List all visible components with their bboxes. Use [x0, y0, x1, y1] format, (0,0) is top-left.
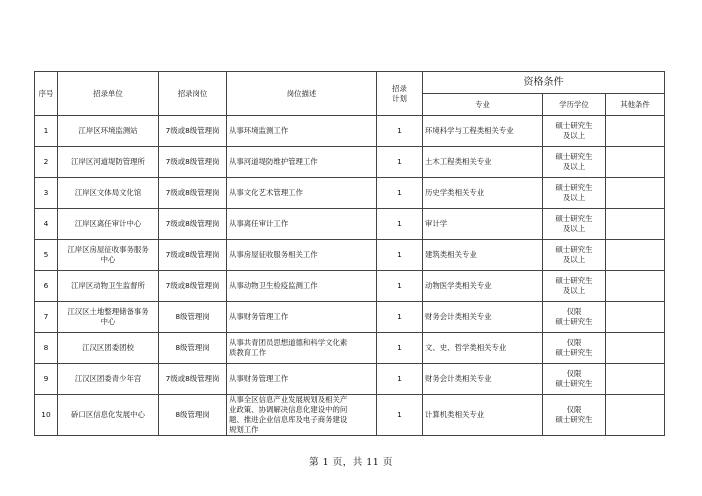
row-post: 7级或8级管理岗	[159, 147, 227, 178]
row-degree: 硕士研究生 及以上	[543, 240, 606, 271]
row-desc: 从事动物卫生检疫监测工作	[227, 271, 377, 302]
row-unit: 硚口区信息化发展中心	[58, 395, 159, 436]
table-row	[35, 240, 665, 271]
row-post: 7级或8级管理岗	[159, 364, 227, 395]
row-major: 历史学类相关专业	[423, 178, 543, 209]
row-unit: 江汉区团委团校	[58, 333, 159, 364]
row-plan: 1	[377, 333, 423, 364]
row-desc: 从事财务管理工作	[227, 364, 377, 395]
row-unit: 江汉区土地整理储备事务 中心	[58, 302, 159, 333]
table-row	[35, 271, 665, 302]
row-seq: 6	[35, 271, 58, 302]
row-post: 7级或8级管理岗	[159, 178, 227, 209]
table-row	[35, 147, 665, 178]
table-row	[35, 302, 665, 333]
table-row	[35, 178, 665, 209]
row-other	[606, 333, 665, 364]
row-major: 土木工程类相关专业	[423, 147, 543, 178]
row-major: 审计学	[423, 209, 543, 240]
row-degree: 仅限 硕士研究生	[543, 302, 606, 333]
row-seq: 8	[35, 333, 58, 364]
row-post: 7级或8级管理岗	[159, 116, 227, 147]
row-degree: 仅限 硕士研究生	[543, 333, 606, 364]
row-degree: 仅限 硕士研究生	[543, 395, 606, 436]
row-other	[606, 209, 665, 240]
header-plan: 招录 计划	[377, 72, 423, 116]
header-post: 招录岗位	[159, 72, 227, 116]
row-desc: 从事离任审计工作	[227, 209, 377, 240]
table-row	[35, 395, 665, 436]
row-major: 计算机类相关专业	[423, 395, 543, 436]
row-unit: 江岸区环境监测站	[58, 116, 159, 147]
row-other	[606, 178, 665, 209]
header-degree: 学历学位	[543, 94, 606, 116]
row-major: 财务会计类相关专业	[423, 364, 543, 395]
row-major: 建筑类相关专业	[423, 240, 543, 271]
row-degree: 硕士研究生 及以上	[543, 271, 606, 302]
row-post: 7级或8级管理岗	[159, 240, 227, 271]
row-plan: 1	[377, 302, 423, 333]
row-plan: 1	[377, 271, 423, 302]
row-unit: 江岸区动物卫生监督所	[58, 271, 159, 302]
row-seq: 2	[35, 147, 58, 178]
row-seq: 10	[35, 395, 58, 436]
row-desc: 从事财务管理工作	[227, 302, 377, 333]
row-unit: 江岸区离任审计中心	[58, 209, 159, 240]
row-major: 文、史、哲学类相关专业	[423, 333, 543, 364]
row-post: 8级管理岗	[159, 333, 227, 364]
header-other: 其他条件	[606, 94, 665, 116]
table-row	[35, 209, 665, 240]
row-major: 财务会计类相关专业	[423, 302, 543, 333]
table-row	[35, 116, 665, 147]
row-unit: 江岸区文体局文化馆	[58, 178, 159, 209]
row-degree: 硕士研究生 及以上	[543, 116, 606, 147]
header-seq: 序号	[35, 72, 58, 116]
row-seq: 7	[35, 302, 58, 333]
row-other	[606, 116, 665, 147]
row-plan: 1	[377, 395, 423, 436]
row-desc: 从事环境监测工作	[227, 116, 377, 147]
row-unit: 江岸区河道堤防管理所	[58, 147, 159, 178]
row-degree: 仅限 硕士研究生	[543, 364, 606, 395]
row-desc: 从事河道堤防维护管理工作	[227, 147, 377, 178]
header-qualifications: 资格条件	[423, 72, 665, 94]
table-row	[35, 364, 665, 395]
row-degree: 硕士研究生 及以上	[543, 178, 606, 209]
row-plan: 1	[377, 209, 423, 240]
header-unit: 招录单位	[58, 72, 159, 116]
table-row	[35, 333, 665, 364]
row-post: 7级或8级管理岗	[159, 271, 227, 302]
row-desc: 从事全区信息产业发展规划及相关产 业政策、协调解决信息化建设中的问 题、推进企业信息库及电子商务建设 规划工作	[227, 395, 377, 436]
row-major: 动物医学类相关专业	[423, 271, 543, 302]
row-post: 7级或8级管理岗	[159, 209, 227, 240]
row-plan: 1	[377, 364, 423, 395]
row-major: 环境科学与工程类相关专业	[423, 116, 543, 147]
row-desc: 从事房屋征收服务相关工作	[227, 240, 377, 271]
row-seq: 4	[35, 209, 58, 240]
recruitment-table	[34, 71, 665, 436]
row-post: 8级管理岗	[159, 302, 227, 333]
header-major: 专业	[423, 94, 543, 116]
page-footer: 第 1 页，共 11 页	[309, 457, 393, 468]
row-post: 8级管理岗	[159, 395, 227, 436]
row-seq: 1	[35, 116, 58, 147]
row-unit: 江汉区团委青少年宫	[58, 364, 159, 395]
row-degree: 硕士研究生 及以上	[543, 209, 606, 240]
row-seq: 3	[35, 178, 58, 209]
row-plan: 1	[377, 147, 423, 178]
row-seq: 9	[35, 364, 58, 395]
row-desc: 从事共青团员思想道德和科学文化素 质教育工作	[227, 333, 377, 364]
row-other	[606, 147, 665, 178]
row-unit: 江岸区房屋征收事务服务 中心	[58, 240, 159, 271]
row-other	[606, 240, 665, 271]
row-plan: 1	[377, 240, 423, 271]
header-desc: 岗位描述	[227, 72, 377, 116]
recruitment-table-wrapper	[34, 71, 665, 436]
row-other	[606, 364, 665, 395]
row-other	[606, 271, 665, 302]
row-degree: 硕士研究生 及以上	[543, 147, 606, 178]
row-plan: 1	[377, 116, 423, 147]
row-other	[606, 395, 665, 436]
table-body	[35, 116, 665, 436]
row-plan: 1	[377, 178, 423, 209]
row-other	[606, 302, 665, 333]
row-desc: 从事文化艺术管理工作	[227, 178, 377, 209]
row-seq: 5	[35, 240, 58, 271]
